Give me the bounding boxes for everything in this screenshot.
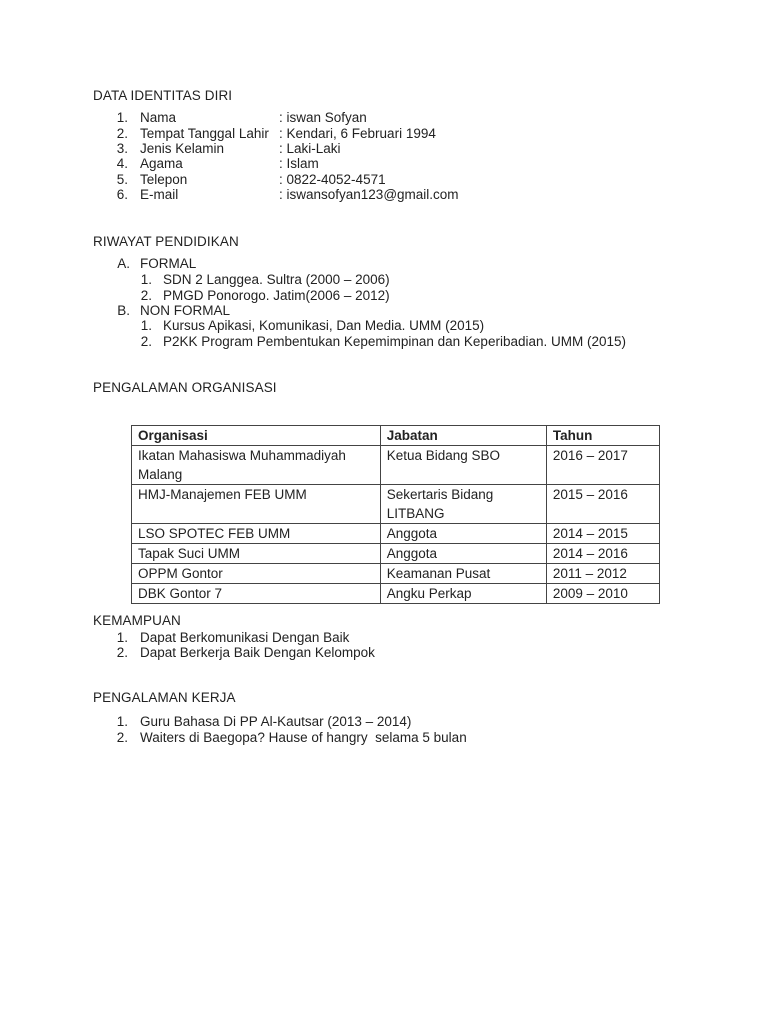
- list-number: 4.: [116, 156, 128, 171]
- list-marker: A.: [117, 256, 130, 271]
- table-cell: 2015 – 2016: [546, 485, 659, 524]
- table-row: [132, 524, 660, 544]
- table-cell: 2014 – 2015: [546, 524, 659, 544]
- table-cell: Sekertaris Bidang LITBANG: [380, 485, 546, 524]
- identitas-value-jk: : Laki-Laki: [279, 141, 341, 156]
- table-cell: Tapak Suci UMM: [132, 544, 381, 564]
- identitas-label-email: E-mail: [140, 187, 179, 202]
- identitas-label-nama: Nama: [140, 110, 177, 125]
- section-title-pendidikan: RIWAYAT PENDIDIKAN: [93, 234, 239, 249]
- organisasi-table: [131, 425, 660, 604]
- table-cell: Anggota: [380, 524, 546, 544]
- identitas-label-jk: Jenis Kelamin: [140, 141, 225, 156]
- table-header-row: [132, 426, 660, 446]
- list-item: Dapat Berkomunikasi Dengan Baik: [140, 630, 350, 645]
- identitas-value-agama: : Islam: [279, 156, 319, 171]
- table-cell: 2016 – 2017: [546, 446, 659, 485]
- identitas-value-telepon: : 0822-4052-4571: [279, 172, 386, 187]
- list-item: P2KK Program Pembentukan Kepemimpinan dan Keperibadian. UMM (2015): [163, 334, 627, 349]
- list-number: 3.: [116, 141, 128, 156]
- list-number: 6.: [116, 187, 128, 202]
- table-cell: DBK Gontor 7: [132, 584, 381, 604]
- identitas-value-ttl: : Kendari, 6 Februari 1994: [279, 126, 436, 141]
- table-cell: Ikatan Mahasiswa Muhammadiyah Malang: [132, 446, 381, 485]
- table-cell: Ketua Bidang SBO: [380, 446, 546, 485]
- table-row: [132, 584, 660, 604]
- column-header-tahun: Tahun: [546, 426, 659, 446]
- list-number: 5.: [116, 172, 128, 187]
- list-item: SDN 2 Langgea. Sultra (2000 – 2006): [163, 272, 390, 287]
- list-number: 2.: [116, 645, 128, 660]
- table-cell: Keamanan Pusat: [380, 564, 546, 584]
- column-header-jabatan: Jabatan: [380, 426, 546, 446]
- identitas-label-agama: Agama: [140, 156, 183, 171]
- pendidikan-formal-label: FORMAL: [140, 256, 197, 271]
- table-cell: 2011 – 2012: [546, 564, 659, 584]
- table-row: [132, 485, 660, 524]
- table-cell: Anggota: [380, 544, 546, 564]
- table-cell: 2009 – 2010: [546, 584, 659, 604]
- list-item: Kursus Apikasi, Komunikasi, Dan Media. UMM (2015): [163, 318, 485, 333]
- list-item: Waiters di Baegopa? Hause of hangry selama 5 bulan: [140, 730, 467, 745]
- section-title-identitas: DATA IDENTITAS DIRI: [93, 88, 233, 103]
- section-title-kerja: PENGALAMAN KERJA: [93, 690, 236, 705]
- table-row: [132, 564, 660, 584]
- table-row: [132, 544, 660, 564]
- identitas-label-ttl: Tempat Tanggal Lahir: [140, 126, 269, 141]
- identitas-label-telepon: Telepon: [140, 172, 188, 187]
- list-number: 1.: [140, 272, 152, 287]
- section-title-organisasi: PENGALAMAN ORGANISASI: [93, 380, 277, 395]
- column-header-organisasi: Organisasi: [132, 426, 381, 446]
- identitas-value-email: : iswansofyan123@gmail.com: [279, 187, 459, 202]
- list-number: 1.: [140, 318, 152, 333]
- table-cell: Angku Perkap: [380, 584, 546, 604]
- section-title-kemampuan: KEMAMPUAN: [93, 613, 181, 628]
- table-row: [132, 446, 660, 485]
- table-cell: 2014 – 2016: [546, 544, 659, 564]
- list-number: 1.: [116, 630, 128, 645]
- table-cell: LSO SPOTEC FEB UMM: [132, 524, 381, 544]
- list-item: Guru Bahasa Di PP Al-Kautsar (2013 – 2014): [140, 714, 412, 729]
- list-item: PMGD Ponorogo. Jatim(2006 – 2012): [163, 288, 390, 303]
- table-cell: HMJ-Manajemen FEB UMM: [132, 485, 381, 524]
- pendidikan-nonformal-label: NON FORMAL: [140, 303, 231, 318]
- list-number: 2.: [140, 334, 152, 349]
- list-number: 1.: [116, 110, 128, 125]
- list-number: 2.: [116, 126, 128, 141]
- list-number: 2.: [116, 730, 128, 745]
- table-cell: OPPM Gontor: [132, 564, 381, 584]
- list-number: 1.: [116, 714, 128, 729]
- identitas-value-nama: : iswan Sofyan: [279, 110, 367, 125]
- list-marker: B.: [117, 303, 130, 318]
- list-number: 2.: [140, 288, 152, 303]
- list-item: Dapat Berkerja Baik Dengan Kelompok: [140, 645, 375, 660]
